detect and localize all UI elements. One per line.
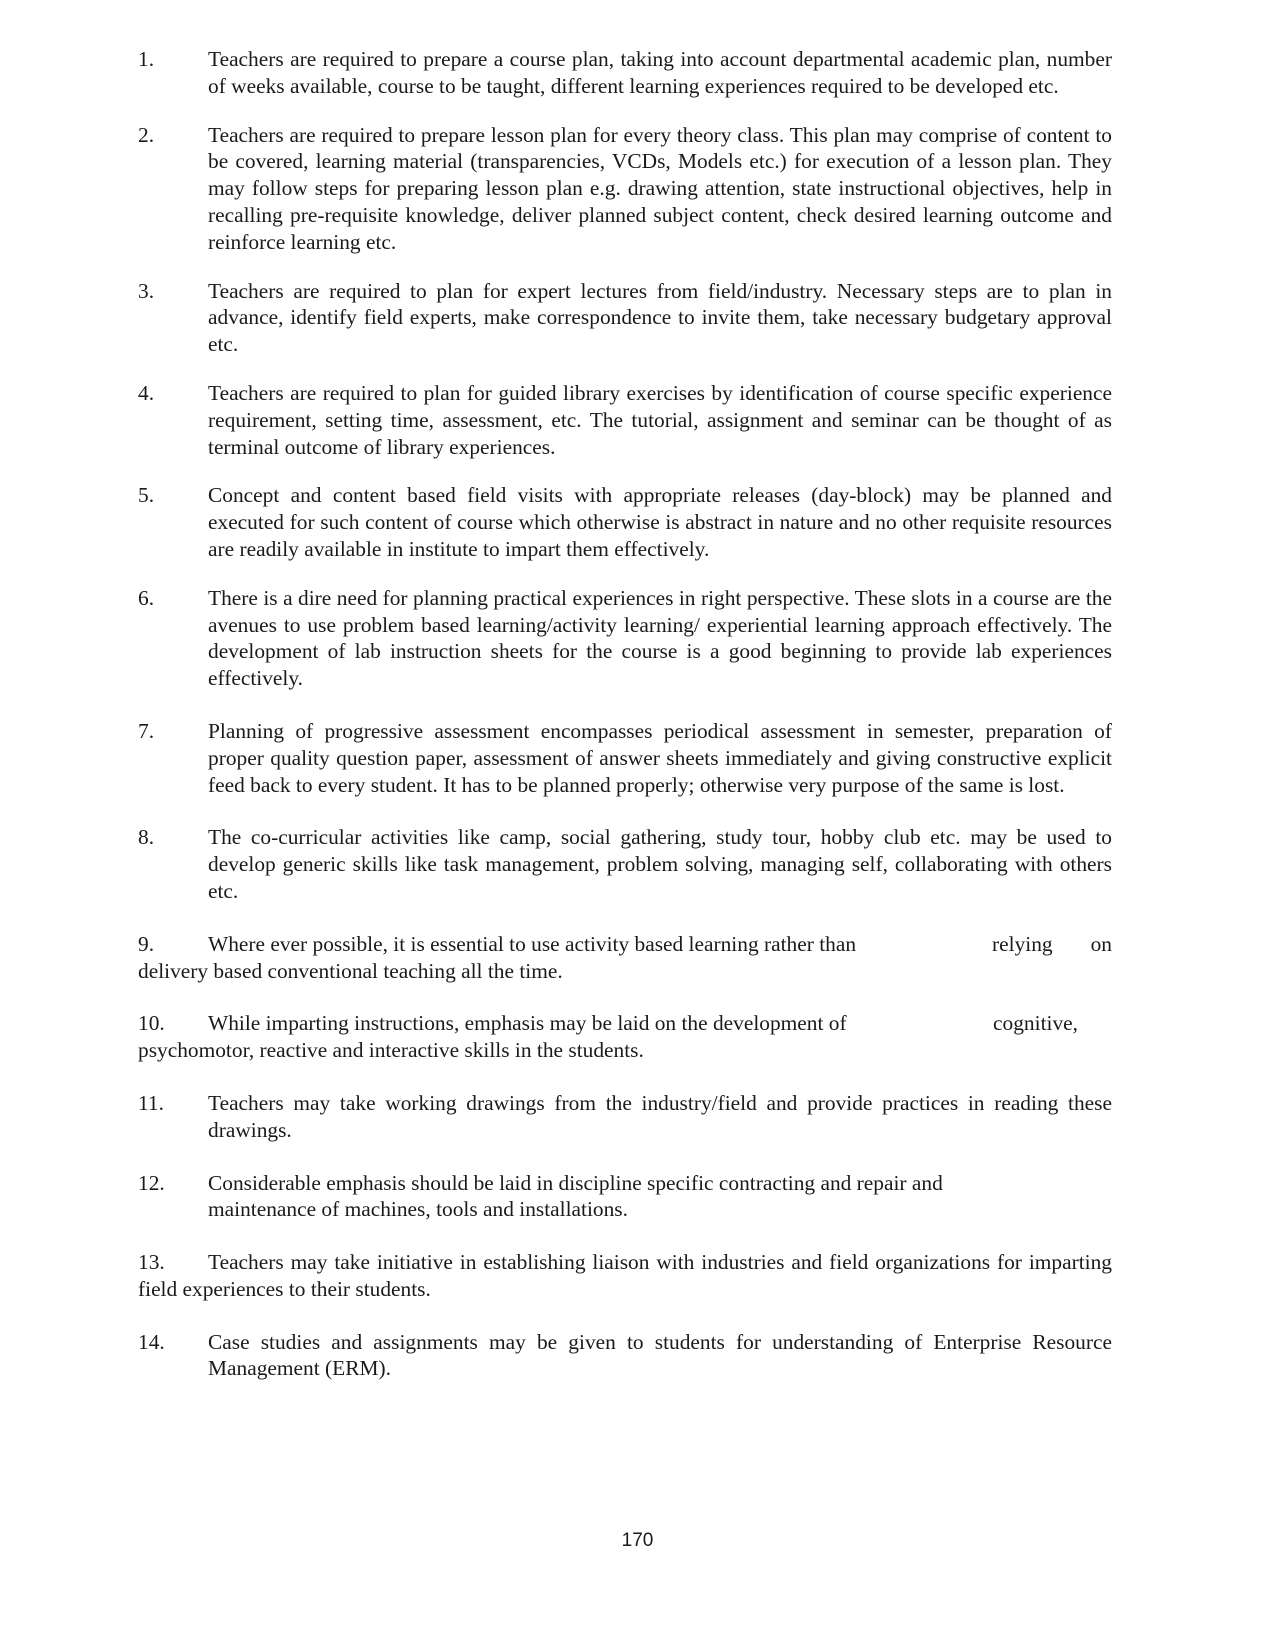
item-number: 8. xyxy=(138,825,155,850)
item-number: 6. xyxy=(138,585,155,610)
item-text: Teachers may take working drawings from the industry/field and provide practices in reading these drawings. xyxy=(208,1090,1112,1142)
item-text: While imparting instructions, emphasis may be laid on the development of xyxy=(208,1011,847,1036)
item-number: 10. xyxy=(138,1011,165,1036)
item-text: Teachers are required to prepare lesson plan for every theory class. This plan may comprise of content to be covered, learning material (transparencies, VCDs, Models etc.) for execution of a lesson plan. They may follow steps for preparing lesson plan e.g. drawing attention, state instructional objectives, help in recalling pre-requisite knowledge, deliver planned subject content, check desired learning outcome and reinforce learning etc. xyxy=(208,122,1112,254)
item-text: Concept and content based field visits with appropriate releases (day-block) may be planned and executed for such content of course which otherwise is abstract in nature and no other requisite resources are readily available in institute to impart them effectively. xyxy=(208,483,1112,561)
page-number: 170 xyxy=(621,1530,654,1551)
item-text: Case studies and assignments may be given to students for understanding of Enterprise Resource Management (ERM). xyxy=(208,1329,1112,1381)
list-item-6 xyxy=(138,585,1112,692)
item-number: 4. xyxy=(138,380,155,405)
list-item-3 xyxy=(138,278,1112,358)
item-text: Teachers are required to plan for expert lectures from field/industry. Necessary steps are to plan in advance, identify field experts, make correspondence to invite them, take necessary budgetary approval etc. xyxy=(208,278,1112,357)
item-text: Teachers may take initiative in establishing liaison with industries and field organizations for imparting field experiences to their students. xyxy=(138,1250,1112,1301)
item-number: 12. xyxy=(138,1170,165,1195)
item-line-2: psychomotor, reactive and interactive skills in the students. xyxy=(138,1038,644,1063)
list-item-4 xyxy=(138,380,1112,460)
item-number: 1. xyxy=(138,47,155,71)
list-item-2 xyxy=(138,122,1112,256)
item-text: Teachers are required to prepare a course plan, taking into account departmental academic plan, number of weeks available, course to be taught, different learning experiences required to be developed etc. xyxy=(208,47,1112,98)
item-text: relying xyxy=(992,931,1053,956)
item-number: 3. xyxy=(138,278,155,303)
item-text: Considerable emphasis should be laid in discipline specific contracting and repair and maintenance of machines, tools and installations. xyxy=(208,1170,943,1222)
list-item-10 xyxy=(138,1010,1112,1064)
item-number: 5. xyxy=(138,483,155,508)
item-line-1 xyxy=(138,1010,1112,1037)
list-item-9 xyxy=(138,931,1112,985)
item-number: 7. xyxy=(138,718,155,743)
item-text: The co-curricular activities like camp, social gathering, study tour, hobby club etc. may be used to develop generic skills like task management, problem solving, managing self, collaborating with others etc. xyxy=(208,825,1112,903)
item-number: 13. xyxy=(138,1250,165,1275)
list-item-5 xyxy=(138,482,1112,562)
item-line-2: delivery based conventional teaching all the time. xyxy=(138,958,563,983)
item-line-1 xyxy=(138,931,1112,958)
list-item-8 xyxy=(138,824,1112,904)
item-text: Where ever possible, it is essential to use activity based learning rather than xyxy=(208,931,857,956)
list-item-14 xyxy=(138,1329,1112,1383)
list-item-1 xyxy=(138,46,1112,100)
item-text: There is a dire need for planning practical experiences in right perspective. These slots in a course are the avenues to use problem based learning/activity learning/ experiential learning approach effectively. The development of lab instruction sheets for the course is a good beginning to provide lab experiences effectively. xyxy=(208,585,1112,691)
list-item-13 xyxy=(138,1249,1112,1303)
numbered-list xyxy=(138,46,1112,1382)
item-text: Planning of progressive assessment encompasses periodical assessment in semester, preparation of proper quality question paper, assessment of answer sheets immediately and giving constructive explicit feed back to every student. It has to be planned properly; otherwise very purpose of the same is lost. xyxy=(208,718,1112,797)
item-text: on xyxy=(1090,931,1112,956)
item-number: 2. xyxy=(138,122,155,147)
item-text: Teachers are required to plan for guided library exercises by identification of course specific experience requirement, setting time, assessment, etc. The tutorial, assignment and seminar can be thought of as terminal outcome of library experiences. xyxy=(208,380,1112,459)
list-item-12 xyxy=(138,1170,1112,1224)
item-number: 9. xyxy=(138,931,155,956)
list-item-7 xyxy=(138,718,1112,798)
item-number: 11. xyxy=(138,1090,164,1115)
item-number: 14. xyxy=(138,1329,165,1354)
item-text: cognitive, xyxy=(993,1011,1078,1036)
list-item-11 xyxy=(138,1090,1112,1144)
